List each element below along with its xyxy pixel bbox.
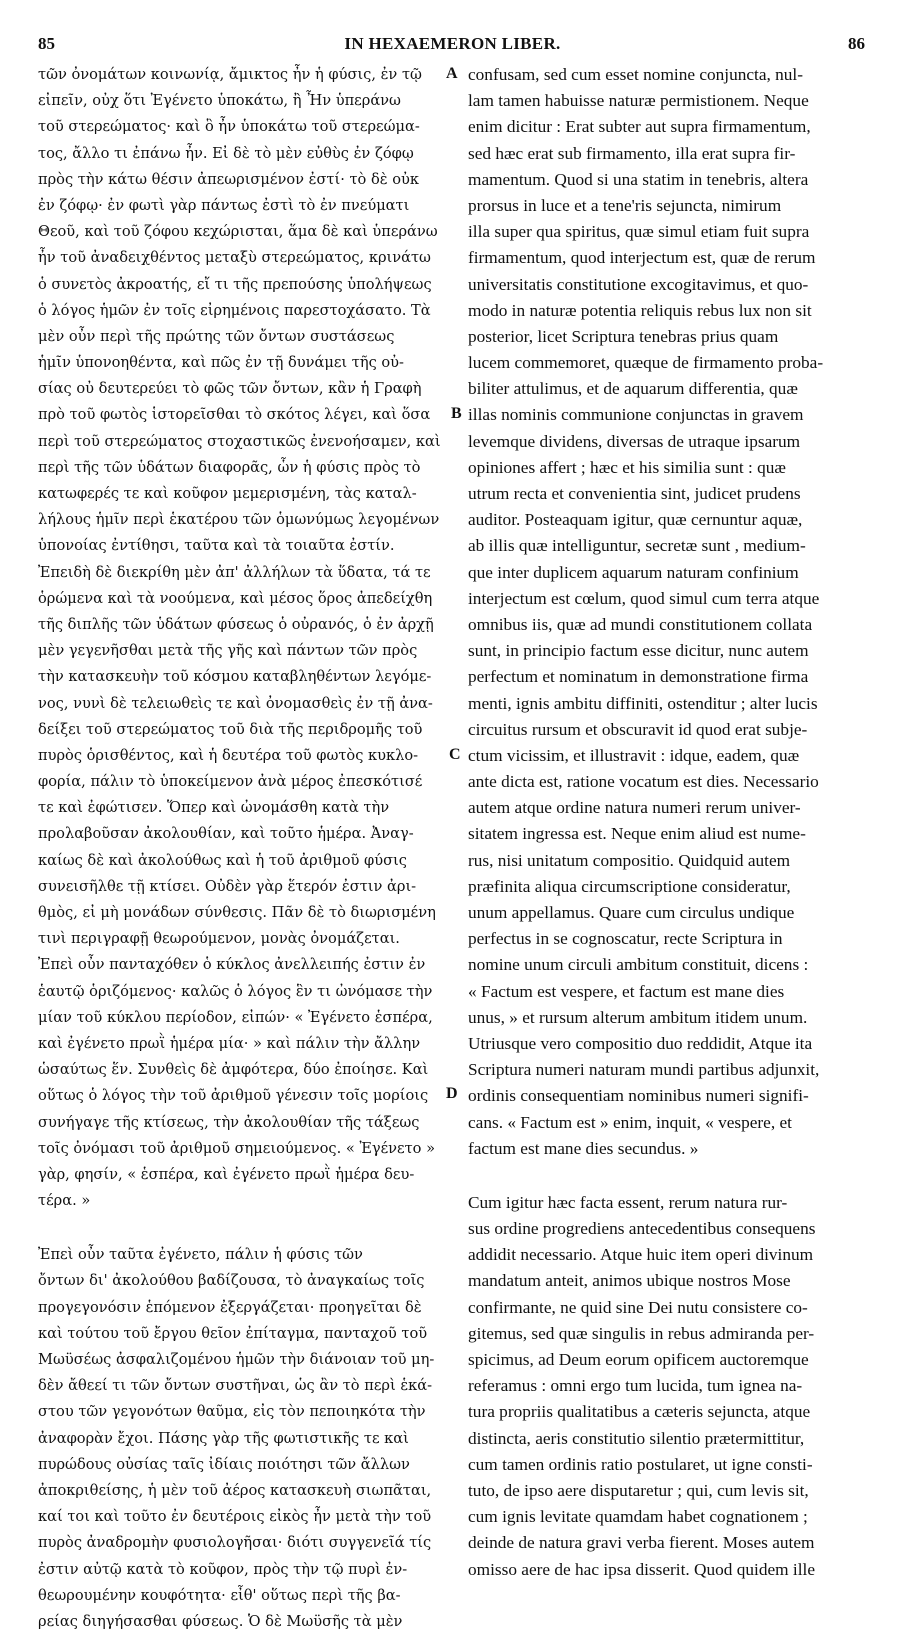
latin-text-line: prorsus in luce et a tene'ris sejuncta, nimirum [468, 195, 782, 215]
greek-text-line: τὴν κατασκευὴν τοῦ κόσμου καταβληθέντων λεγόμε- [38, 668, 432, 686]
greek-text-line: δείξει τοῦ στερεώματος τοῦ διὰ τῆς περιδρομῆς τοῦ [38, 720, 423, 738]
greek-text-line: καίως δὲ καὶ ἀκολούθως καὶ ἡ τοῦ ἀριθμοῦ φύσις [38, 851, 407, 869]
greek-text-line: θεωρουμένην κουφότητα· εἶθ' οὕτως περὶ τῆς βα- [38, 1586, 401, 1604]
latin-text-line: nomine unum circuli ambitum constituit, dicens : [468, 955, 809, 975]
latin-text-line: addidit necessario. Atque huic item operi divinum [468, 1245, 814, 1265]
greek-text-line: Ἐπεὶ οὖν πανταχόθεν ὁ κύκλος ἀνελλειπής ἐστιν ἐν [38, 956, 426, 974]
latin-text-line: illas nominis communione conjunctas in gravem [468, 405, 804, 425]
latin-text-line: perfectus in se cognoscatur, recte Scriptura in [468, 929, 783, 949]
latin-text-line: utrum recta et convenientia sint, judicet prudens [468, 484, 801, 503]
latin-text-line: cum tamen ordinis ratio postularet, ut igne consti- [468, 1454, 813, 1474]
greek-paragraph [38, 1242, 456, 1635]
latin-paragraph [468, 62, 868, 1162]
latin-text-line: lam tamen habuisse naturæ permistionem. Neque [468, 91, 809, 111]
latin-text-line: ante dicta est, ratione vocatum est dies. Necessario [468, 772, 819, 792]
greek-text-line: μίαν τοῦ κύκλου περίοδον, εἰπών· « Ἐγένετο ἑσπέρα, [38, 1008, 433, 1026]
greek-text-line: φορία, πάλιν τὸ ὑποκείμενον ἀνὰ μέρος ἐπεσκότισέ [38, 773, 423, 791]
greek-text-line: ἀποκριθείσης, ἡ μὲν τοῦ ἀέρος κατασκευὴ σιωπᾶται, [38, 1481, 432, 1499]
greek-text-line: οὕτως ὁ λόγος τὴν τοῦ ἀριθμοῦ γένεσιν τοῖς μορίοις [38, 1087, 429, 1105]
greek-text-line: ἐν ζόφῳ· ἐν φωτὶ γὰρ πάντως ἐστὶ τὸ ἐν πνεύματι [38, 196, 410, 214]
greek-text-line: εἰπεῖν, οὐχ ὅτι Ἐγένετο ὑποκάτω, ἢ Ἦν ὑπεράνω [38, 92, 401, 110]
right-page-number: 86 [848, 34, 865, 53]
latin-text-line: confirmante, ne quid sine Dei nutu consistere co- [468, 1297, 808, 1317]
latin-text-line: unum appellamus. Quare cum circulus undique [468, 903, 795, 922]
latin-text-line: perfectum et nominatum in demonstratione firma [468, 667, 809, 687]
latin-text-line: spicimus, ad Deum eorum opificem auctoremque [468, 1350, 809, 1369]
greek-text-line: ὡσαύτως ἕν. Συνθεὶς δὲ ἀμφότερα, δύο ἐποίησε. Καὶ [38, 1061, 429, 1079]
latin-text-line: « Factum est vespere, et factum est mane dies [468, 981, 785, 1001]
greek-text-line: Ἐπειδὴ δὲ διεκρίθη μὲν ἀπ' ἀλλήλων τὰ ὕδατα, τά τε [38, 563, 431, 581]
greek-column [38, 62, 456, 1635]
latin-text-line: sus ordine progrediens antecedentibus consequens [468, 1219, 816, 1239]
latin-text-line: mandatum anteit, animos ubique nostros Mose [468, 1271, 791, 1291]
latin-text-line: omnibus iis, quæ ad mundi constitutionem collata [468, 614, 813, 634]
latin-text-line: ordinis consequentiam nominibus numeri signifi- [468, 1086, 809, 1106]
greek-text-line: ὁ συνετὸς ἀκροατής, εἴ τι τῆς πρεπούσης ὑπολήψεως [38, 275, 432, 293]
latin-text-line: sunt, in principio factum esse dicitur, nunc autem [468, 641, 809, 661]
greek-text-line: καί τοι καὶ τοῦτο ἐν δευτέροις εἰκὸς ἦν μετὰ τὴν τοῦ [38, 1508, 432, 1526]
greek-text-line: δὲν ἄθεεί τι τῶν ὄντων συστῆναι, ὡς ἂν τὸ περὶ ἑκά- [38, 1377, 433, 1395]
latin-text-line: tuto, de ipso aere disputaretur ; qui, cum levis sit, [468, 1480, 809, 1500]
greek-text-line: ἀναφορὰν ἔχοι. Πάσης γὰρ τῆς φωτιστικῆς τε καὶ [38, 1429, 409, 1447]
latin-paragraph [468, 1190, 868, 1583]
latin-text-line: Scriptura numeri naturam mundi partibus adjunxit, [468, 1060, 820, 1080]
greek-text-line: πυρώδους οὐσίας ταῖς ἰδίαις ποιότησι τῶν ἄλλων [38, 1455, 410, 1473]
latin-text-line: interjectum est cœlum, quod simul cum terra atque [468, 588, 820, 608]
greek-text-line: τέρα. » [38, 1192, 91, 1210]
greek-text-line: προλαβοῦσαν ἀκολουθίαν, καὶ τοῦτο ἡμέρα. Ἀναγ- [38, 825, 414, 843]
greek-text-line: τῆς διπλῆς τῶν ὑδάτων φύσεως ὁ οὐρανός, ὁ ἐν ἀρχῇ [38, 615, 434, 633]
latin-text-line: referamus : omni ergo tum lucida, tum ignea na- [468, 1376, 803, 1396]
running-title: IN HEXAEMERON LIBER. [344, 34, 561, 53]
section-marker-b: B [451, 405, 462, 422]
paragraph-gap [38, 1214, 456, 1242]
latin-text-line: illa super qua spiritus, quæ simul etiam fuit supra [468, 222, 810, 242]
latin-text-line: ab illis quæ intelliguntur, secretæ sunt , medium- [468, 536, 806, 556]
greek-text-line: ὑπονοίας ἐντίθησι, ταῦτα καὶ τὰ τοιαῦτα ἐστίν. [38, 537, 395, 555]
latin-text-line: deinde de natura gravi verba fierent. Moses autem [468, 1533, 815, 1553]
greek-text-line: σίας οὐ δευτερεύει τὸ φῶς τῶν ὄντων, κἂν ἡ Γραφὴ [38, 380, 422, 398]
latin-text-line: opiniones affert ; hæc et his similia sunt : quæ [468, 457, 786, 477]
greek-paragraph [38, 62, 456, 1214]
greek-text-line: τε καὶ ἐφώτισεν. Ὅπερ καὶ ὠνομάσθη κατὰ τὴν [38, 799, 390, 817]
greek-text-line: καὶ τούτου τοῦ ἔργου θεῖον ἐπίταγμα, πανταχοῦ τοῦ [38, 1324, 428, 1342]
greek-text-line: συνεισῆλθε τῇ κτίσει. Οὐδὲν γὰρ ἕτερόν ἐστιν ἀρι- [38, 877, 417, 895]
latin-text-line: tura propriis qualitatibus a cæteris sejuncta, atque [468, 1402, 811, 1422]
greek-text-line: θμὸς, εἰ μὴ μονάδων σύνθεσις. Πᾶν δὲ τὸ διωρισμένη [38, 904, 436, 921]
greek-text-line: πρὸς τὴν κάτω θέσιν ἀπεωρισμένον ἐστί· τὸ δὲ οὐκ [38, 170, 420, 188]
greek-text-line: γὰρ, φησίν, « ἑσπέρα, καὶ ἐγένετο πρωῒ ἡμέρα δευ- [38, 1165, 415, 1183]
latin-text-line: rus, nisi unitatum compositio. Quidquid autem [468, 850, 791, 870]
greek-text-line: τοῖς ὀνόμασι τοῦ ἀριθμοῦ σημειούμενος. « Ἐγένετο » [38, 1139, 436, 1157]
greek-text-line: μὲν οὖν περὶ τῆς πρώτης τῶν ὄντων συστάσεως [38, 327, 395, 345]
latin-text-line: confusam, sed cum esset nomine conjuncta, nul- [468, 65, 803, 84]
latin-text-line: firmamentum, quod interjectum est, quæ de rerum [468, 248, 816, 268]
latin-column [468, 62, 868, 1583]
left-page-number: 85 [38, 34, 55, 53]
latin-text-line: præfinita aliqua circumscriptione consideratur, [468, 876, 791, 896]
latin-text-line: distincta, aeris constitutio silentio prætermittitur, [468, 1428, 805, 1448]
greek-text-line: Θεοῦ, καὶ τοῦ ζόφου κεχώρισται, ἅμα δὲ καὶ ὑπεράνω [38, 223, 438, 241]
greek-text-line: τῶν ὀνομάτων κοινωνίᾳ, ἄμικτος ἦν ἡ φύσις, ἐν τῷ [38, 66, 422, 83]
section-marker-d: D [446, 1085, 458, 1102]
greek-text-line: στου τῶν γεγονότων θαῦμα, εἰς τὸν πεποιηκότα τὴν [38, 1403, 426, 1421]
greek-text-line: μὲν γεγενῆσθαι μετὰ τῆς γῆς καὶ πάντων τῶν πρὸς [38, 642, 418, 660]
paragraph-gap [468, 1162, 868, 1190]
greek-text-line: Ἐπεὶ οὖν ταῦτα ἐγένετο, πάλιν ἡ φύσις τῶν [38, 1246, 363, 1264]
greek-text-line: τος, ἄλλο τι ἐπάνω ἦν. Εἰ δὲ τὸ μὲν εὐθὺς ἐν ζόφῳ [38, 144, 414, 162]
greek-text-line: ὁρώμενα καὶ τὰ νοούμενα, καὶ μέσος ὅρος ἀπεδείχθη [38, 589, 433, 607]
latin-text-line: cum ignis levitate quamdam habet cognationem ; [468, 1507, 808, 1527]
latin-text-line: gitemus, sed quæ singulis in rebus admiranda per- [468, 1323, 815, 1343]
greek-text-line: περὶ τοῦ στερεώματος στοχαστικῶς ἐνενοήσαμεν, καὶ [38, 432, 441, 450]
section-marker-c: C [449, 746, 461, 763]
latin-text-line: sitatem ingressa est. Neque enim aliud est nume- [468, 824, 806, 844]
greek-text-line: ἑαυτῷ ὁριζόμενος· καλῶς ὁ λόγος ἓν τι ὠνόμασε τὴν [38, 982, 433, 1000]
latin-text-line: universitatis constitutione excogitavimus, et quo- [468, 274, 809, 294]
latin-text-line: auditor. Posteaquam igitur, quæ cernuntur aquæ, [468, 510, 803, 530]
latin-text-line: biliter attulimus, et de aquarum differentia, quæ [468, 379, 798, 399]
latin-text-line: que inter duplicem aquarum naturam confinium [468, 562, 799, 582]
greek-text-line: συνήγαγε τῆς κτίσεως, τὴν ἀκολουθίαν τῆς τάξεως [38, 1113, 420, 1131]
latin-text-line: modo in naturæ potentia reliquis rebus lux non sit [468, 300, 812, 320]
section-marker-a: A [446, 65, 458, 82]
greek-text-line: λήλους ἡμῖν περὶ ἑκατέρου τῶν ὁμωνύμως λεγομένων [38, 511, 440, 529]
greek-text-line: πυρὸς ἀναδρομὴν φυσιολογῆσαι· διότι συγγενεῖά τίς [38, 1534, 432, 1552]
latin-text-line: Utriusque vero compositio duo reddidit, Atque ita [468, 1033, 813, 1053]
latin-text-line: menti, ignis ambitu diffiniti, ostenditur ; alter lucis [468, 693, 818, 713]
latin-text-line: lucem commemoret, quæque de firmamento proba- [468, 353, 824, 373]
latin-text-line: posterior, licet Scriptura tenebras prius quam [468, 326, 779, 346]
greek-text-line: ρείας διηγήσασθαι φύσεως. Ὁ δὲ Μωϋσῆς τὰ μὲν [38, 1612, 403, 1630]
latin-text-line: unus, » et rursum alterum ambitum itidem unum. [468, 1007, 808, 1027]
latin-text-line: factum est mane dies secundus. » [468, 1138, 699, 1158]
greek-text-line: πυρὸς ὁρισθέντος, καὶ ἡ δευτέρα τοῦ φωτὸς κυκλο- [38, 746, 419, 764]
latin-text-line: ctum vicissim, et illustravit : idque, eadem, quæ [468, 745, 800, 765]
greek-text-line: Μωϋσέως ἀσφαλιζομένου ἡμῶν τὴν διάνοιαν τοῦ μη- [38, 1351, 435, 1368]
latin-text-line: circuitus rursum et obscuravit id quod erat subje- [468, 719, 808, 739]
greek-text-line: νος, νυνὶ δὲ τελειωθεὶς τε καὶ ὀνομασθεὶς ἐν τῇ ἀνα- [38, 694, 433, 712]
greek-text-line: τοῦ στερεώματος· καὶ ὃ ἦν ὑποκάτω τοῦ στερεώμα- [38, 118, 420, 136]
greek-text-line: ἦν τοῦ ἀναδειχθέντος μεταξὺ στερεώματος, κρινάτω [38, 249, 431, 267]
latin-text-line: enim dicitur : Erat subter aut supra firmamentum, [468, 117, 811, 137]
greek-text-line: ἡμῖν ὑπονοηθέντα, καὶ πῶς ἐν τῇ δυνάμει τῆς οὐ- [38, 354, 404, 372]
greek-text-line: ὄντων δι' ἀκολούθου βαδίζουσα, τὸ ἀναγκαίως τοῖς [38, 1272, 425, 1290]
greek-text-line: καὶ ἐγένετο πρωῒ ἡμέρα μία· » καὶ πάλιν τὴν ἄλλην [38, 1034, 421, 1052]
greek-text-line: τινὶ περιγραφῇ θεωρούμενον, μονὰς ὀνομάζεται. [38, 930, 400, 948]
greek-text-line: κατωφερές τε καὶ κοῦφον μεμερισμένη, τὰς καταλ- [38, 485, 417, 502]
latin-text-line: autem atque ordine natura numeri rerum univer- [468, 798, 801, 818]
greek-text-line: ὁ λόγος ἡμῶν ἐν τοῖς εἰρημένοις παρεστοχάσατο. Τὰ [38, 301, 431, 319]
latin-text-line: cans. « Factum est » enim, inquit, « vespere, et [468, 1112, 792, 1132]
latin-text-line: levemque dividens, diversas de utraque ipsarum [468, 431, 801, 451]
greek-text-line: ἐστιν αὐτῷ κατὰ τὸ κοῦφον, πρὸς τὴν τῷ πυρὶ ἐν- [38, 1560, 408, 1578]
latin-text-line: sed hæc erat sub firmamento, illa erat supra fir- [468, 143, 796, 163]
page-header [0, 30, 905, 58]
latin-text-line: omisso aere de hac ipsa disserit. Quod quidem ille [468, 1559, 815, 1579]
greek-text-line: προγεγονόσιν ἑπόμενον ἐξεργάζεται· προηγεῖται δὲ [38, 1298, 422, 1316]
greek-text-line: περὶ τῆς τῶν ὑδάτων διαφορᾶς, ὧν ἡ φύσις πρὸς τὸ [38, 458, 421, 476]
latin-text-line: Cum igitur hæc facta essent, rerum natura rur- [468, 1192, 788, 1212]
latin-text-line: mamentum. Quod si una statim in tenebris, altera [468, 169, 809, 189]
greek-text-line: πρὸ τοῦ φωτὸς ἱστορεῖσθαι τὸ σκότος λέγει, καὶ ὅσα [38, 406, 431, 424]
